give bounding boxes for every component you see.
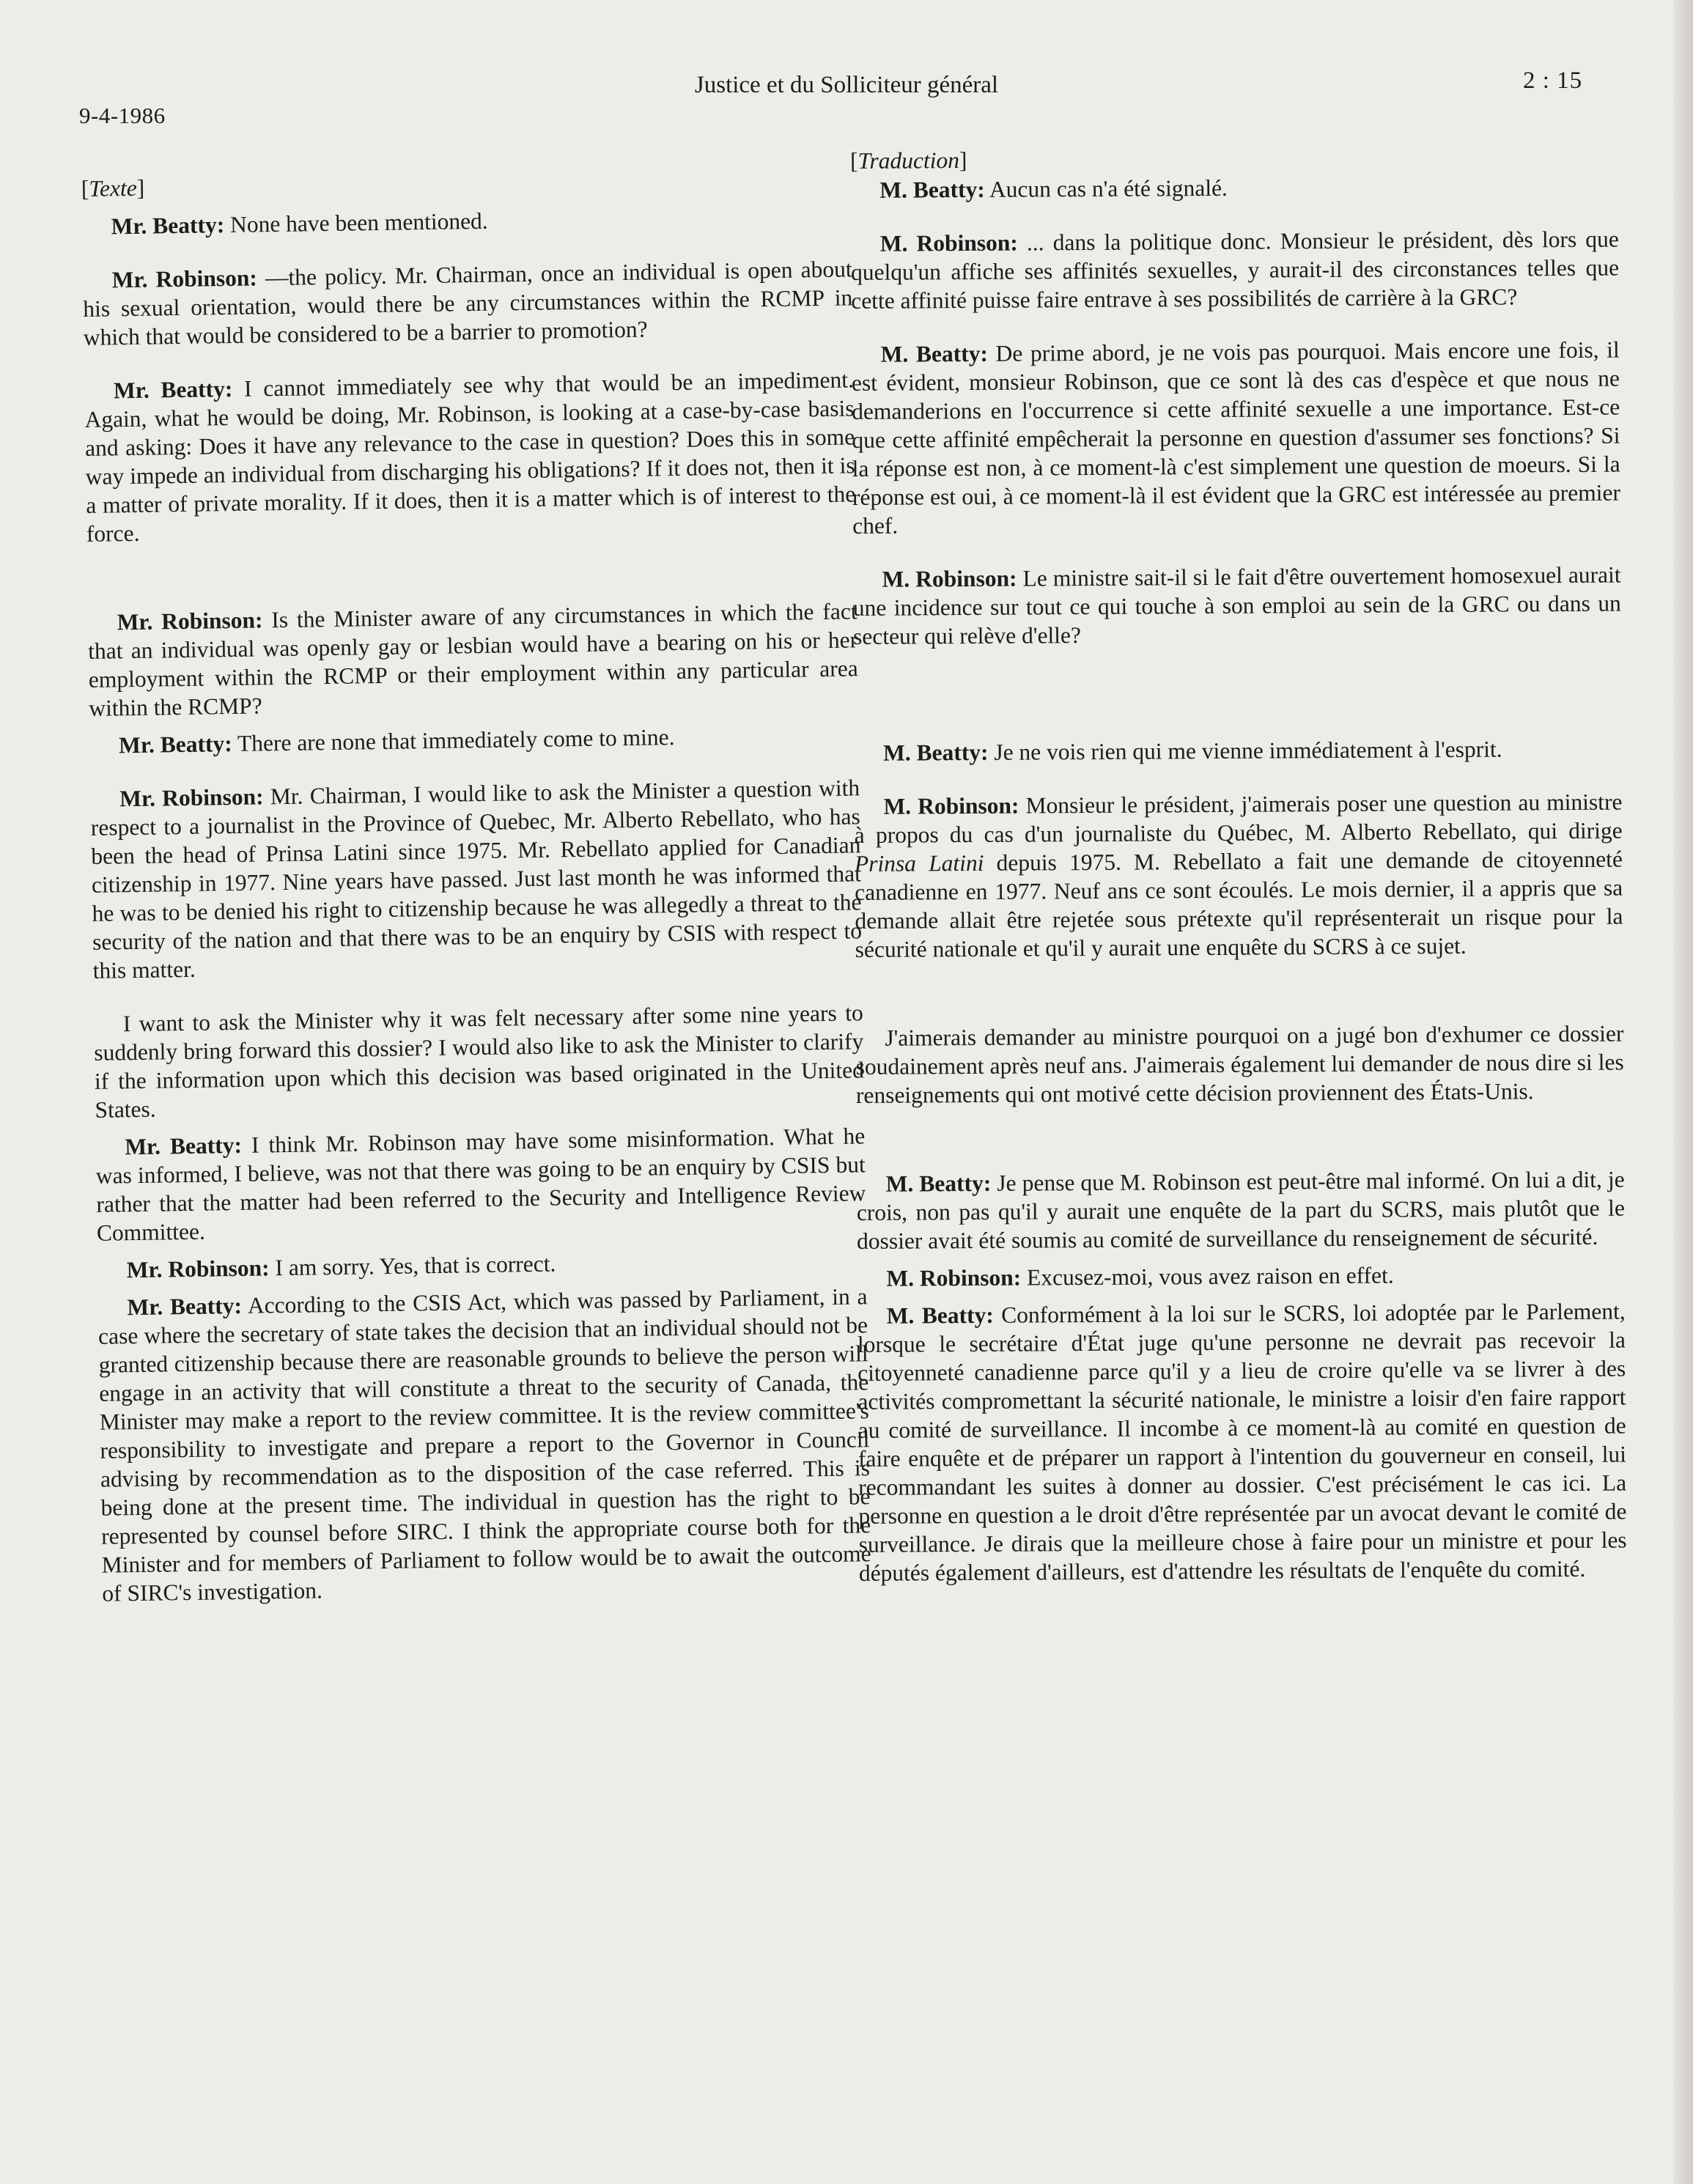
- speech-text: Monsieur le président, j'aimerais poser une question au ministre à propos du cas d'un journaliste du Québec, M. Alberto Rebellato, qui dirige: [854, 789, 1623, 848]
- transcript-paragraph: [852, 561, 1621, 651]
- speech-text: Je pense que M. Robinson est peut-être mal informé. On lui a dit, je crois, non pas qu'il y aurait une enquête de la part du SCRS, mais plutôt que le dossier avait été soumis au comité de surveillance du renseignement de sécurité.: [856, 1166, 1625, 1254]
- speech-text: Aucun cas n'a été signalé.: [984, 174, 1228, 202]
- transcript-paragraph: [857, 1297, 1627, 1587]
- speaker-name: Mr. Beatty:: [111, 212, 225, 240]
- transcript-paragraph: [851, 225, 1620, 315]
- transcript-paragraph: [97, 1244, 866, 1285]
- speech-text: Conformément à la loi sur le SCRS, loi adoptée par le Parlement, lorsque le secrétaire d'État juge qu'une personne ne devrait pas recevoir la citoyenneté canadienne parce qu'il y a lieu de croire qu'elle va se livrer à des activités compromettant la sécurité nationale, le ministre a loisir d'en faire rapport au comité de surveillance. Il incombe à ce moment-là au comité en question de faire enquête et de préparer un rapport à l'intention du gouverneur en conseil, lui recommandant les suites à donner au dossier. C'est précisément le cas ici. La personne en question a le droit d'être représentée par un avocat devant le comité de surveillance. Je dirais que la meilleure chose à faire pour un ministre et pour les députés également d'ailleurs, est d'attendre les résultats de l'enquête du comité.: [857, 1298, 1627, 1586]
- speech-text: Mr. Chairman, I would like to ask the Minister a question with respect to a journalist in the Province of Quebec, Mr. Alberto Rebellato, who has been the head of Prinsa Latini since 1975. Mr. Rebellato applied for Canadian citizenship in 1977. Nine years have passed. Just last month he was informed that he was to be denied his right to citizenship because he was allegedly a threat to the security of the nation and that there was to be an enquiry by CSIS with respect to this matter.: [90, 775, 863, 984]
- speaker-name: Mr. Robinson:: [126, 1255, 270, 1283]
- speaker-name: M. Beatty:: [886, 1302, 994, 1329]
- speaker-name: Mr. Beatty:: [118, 731, 232, 759]
- page-header: [0, 0, 1693, 147]
- speaker-name: Mr. Beatty:: [125, 1132, 243, 1160]
- transcript-paragraph: [850, 171, 1618, 204]
- speech-text: depuis 1975. M. Rebellato a fait une demande de citoyenneté canadienne en 1977. Neuf ans ce sont écoulés. Le mois dernier, il a appris que sa demande allait être rejetée sous prétexte qu'il représenterait un risque pour la sécurité nationale et qu'il y aurait une enquête du SCRS à ce sujet.: [855, 846, 1623, 962]
- transcript-paragraph: [857, 1260, 1625, 1293]
- speech-text: I think Mr. Robinson may have some misinformation. What he was informed, I believe, was not that there was going to be an enquiry by CSIS but rather that the matter had been referred to the Security and Intelligence Review Committee.: [95, 1123, 866, 1246]
- speaker-name: Mr. Beatty:: [127, 1292, 243, 1321]
- speaker-name: Mr. Beatty:: [113, 375, 233, 404]
- speaker-name: M. Robinson:: [882, 565, 1017, 592]
- transcript-paragraph: [90, 773, 863, 985]
- transcript-paragraph: [854, 788, 1623, 964]
- section-label-word: Texte: [89, 174, 137, 202]
- transcript-paragraph: [857, 1165, 1626, 1255]
- speech-text: Je ne vois rien qui me vienne immédiatement à l'esprit.: [988, 736, 1502, 765]
- transcript-paragraph: [81, 201, 851, 241]
- transcript-paragraph: [97, 1282, 871, 1608]
- speaker-name: M. Beatty:: [879, 176, 985, 203]
- speaker-name: Mr. Robinson:: [119, 783, 264, 812]
- transcript-paragraph: [855, 1019, 1624, 1110]
- transcript-paragraph: [94, 998, 865, 1124]
- speaker-name: M. Beatty:: [885, 1170, 992, 1197]
- speech-text: Le ministre sait-il si le fait d'être ouvertement homosexuel aurait une incidence sur tout ce qui touche à son emploi au sein de la GRC ou dans un secteur qui relève d'elle?: [852, 561, 1621, 649]
- speaker-name: M. Beatty:: [880, 340, 989, 367]
- page-number: 2 : 15: [1523, 67, 1583, 94]
- speech-text: There are none that immediately come to mine.: [232, 724, 675, 757]
- speech-text: Is the Minister aware of any circumstances in which the fact that an individual was openly gay or lesbian would have a bearing on his or her employment within the RCMP or their employment within any particular area within the RCMP?: [87, 598, 858, 721]
- speech-text: I cannot immediately see why that would be an impediment. Again, what he would be doing, Mr. Robinson, is looking at a case-by-case basis and asking: Does it have any relevance to the case in question? Does this in some way impede an individual from discharging his obligations? If it does not, then it is a matter of private morality. If it does, then it is a matter which is of interest to the force.: [84, 366, 856, 547]
- transcript-paragraph: [854, 734, 1622, 767]
- speech-text: I want to ask the Minister why it was felt necessary after some nine years to suddenly bring forward this dossier? I would also like to ask the Minister to clarify if the information upon which this decision was based originated in the United States.: [94, 1000, 865, 1123]
- speech-text: J'aimerais demander au ministre pourquoi on a jugé bon d'exhumer ce dossier soudainement après neuf ans. J'aimerais également lui demander de nous dire si les renseignements qui ont motivé cette décision proviennent des États-Unis.: [855, 1020, 1624, 1108]
- section-label-texte: [Texte]: [81, 174, 145, 202]
- speaker-name: Mr. Robinson:: [117, 607, 263, 635]
- speaker-name: M. Robinson:: [883, 792, 1019, 819]
- speech-text: —the policy. Mr. Chairman, once an individual is open about his sexual orientation, would there be any circumstances within the RCMP in which that would be considered to be a barrier to promotion?: [83, 256, 853, 350]
- section-label-word: Traduction: [857, 147, 960, 174]
- running-title: Justice et du Solliciteur général: [694, 72, 999, 98]
- speech-text: ... dans la politique donc. Monsieur le président, dès lors que quelqu'un affiche ses affinités sexuelles, y aurait-il des circonstances telles que cette affinité puisse faire entrave à ses possibilités de carrière à la GRC?: [850, 226, 1620, 314]
- speaker-name: M. Beatty:: [882, 739, 989, 766]
- transcript-paragraph: [95, 1121, 866, 1247]
- page-edge-shadow: [1674, 0, 1693, 2184]
- speech-text: None have been mentioned.: [224, 207, 488, 238]
- section-label-traduction: [Traduction]: [850, 147, 967, 174]
- french-column: [850, 142, 1627, 1587]
- speech-text: Excusez-moi, vous avez raison en effet.: [1021, 1262, 1394, 1291]
- speech-text: According to the CSIS Act, which was passed by Parliament, in a case where the secretary of state takes the decision that an individual should not be granted citizenship because there are reasonable grounds to believe the person will engage in an activity that will constitute a threat to the security of Canada, the Minister may make a report to the review committee. It is the review committee's responsibility to investigate and prepare a report to the Governor in Council advising by recommendation as to the disposition of the case referred. This is being done at the present time. The individual in question has the right to be represented by counsel before SIRC. I think the appropriate course both for the Minister and for members of Parliament to follow would be to await the outcome of SIRC's investigation.: [97, 1283, 871, 1606]
- transcript-paragraph: [82, 254, 853, 352]
- transcript-paragraph: [852, 336, 1621, 540]
- transcript-paragraph: [87, 597, 858, 723]
- speech-text: I am sorry. Yes, that is correct.: [269, 1250, 556, 1281]
- speaker-name: M. Robinson:: [886, 1264, 1022, 1291]
- publication-name: Prinsa Latini: [854, 849, 984, 877]
- transcript-paragraph: [89, 720, 859, 760]
- sitting-date: 9-4-1986: [79, 103, 166, 128]
- speaker-name: M. Robinson:: [879, 229, 1018, 257]
- transcript-paragraph: [84, 365, 856, 548]
- speaker-name: Mr. Robinson:: [111, 265, 258, 293]
- speech-text: De prime abord, je ne vois pas pourquoi. Mais encore une fois, il est évident, monsieur Robinson, que ce sont là des cas d'espèce et que nous ne demanderions en l'occurrence si cette affinité sexuelle a une importance. Est-ce que cette affinité empêcherait la personne en question d'assumer ses fonctions? Si la réponse est non, à ce moment-là c'est simplement une question de moeurs. Si la réponse est oui, à ce moment-là il est évident que la GRC est intéressée au premier chef.: [851, 336, 1621, 539]
- english-column: [81, 133, 871, 1607]
